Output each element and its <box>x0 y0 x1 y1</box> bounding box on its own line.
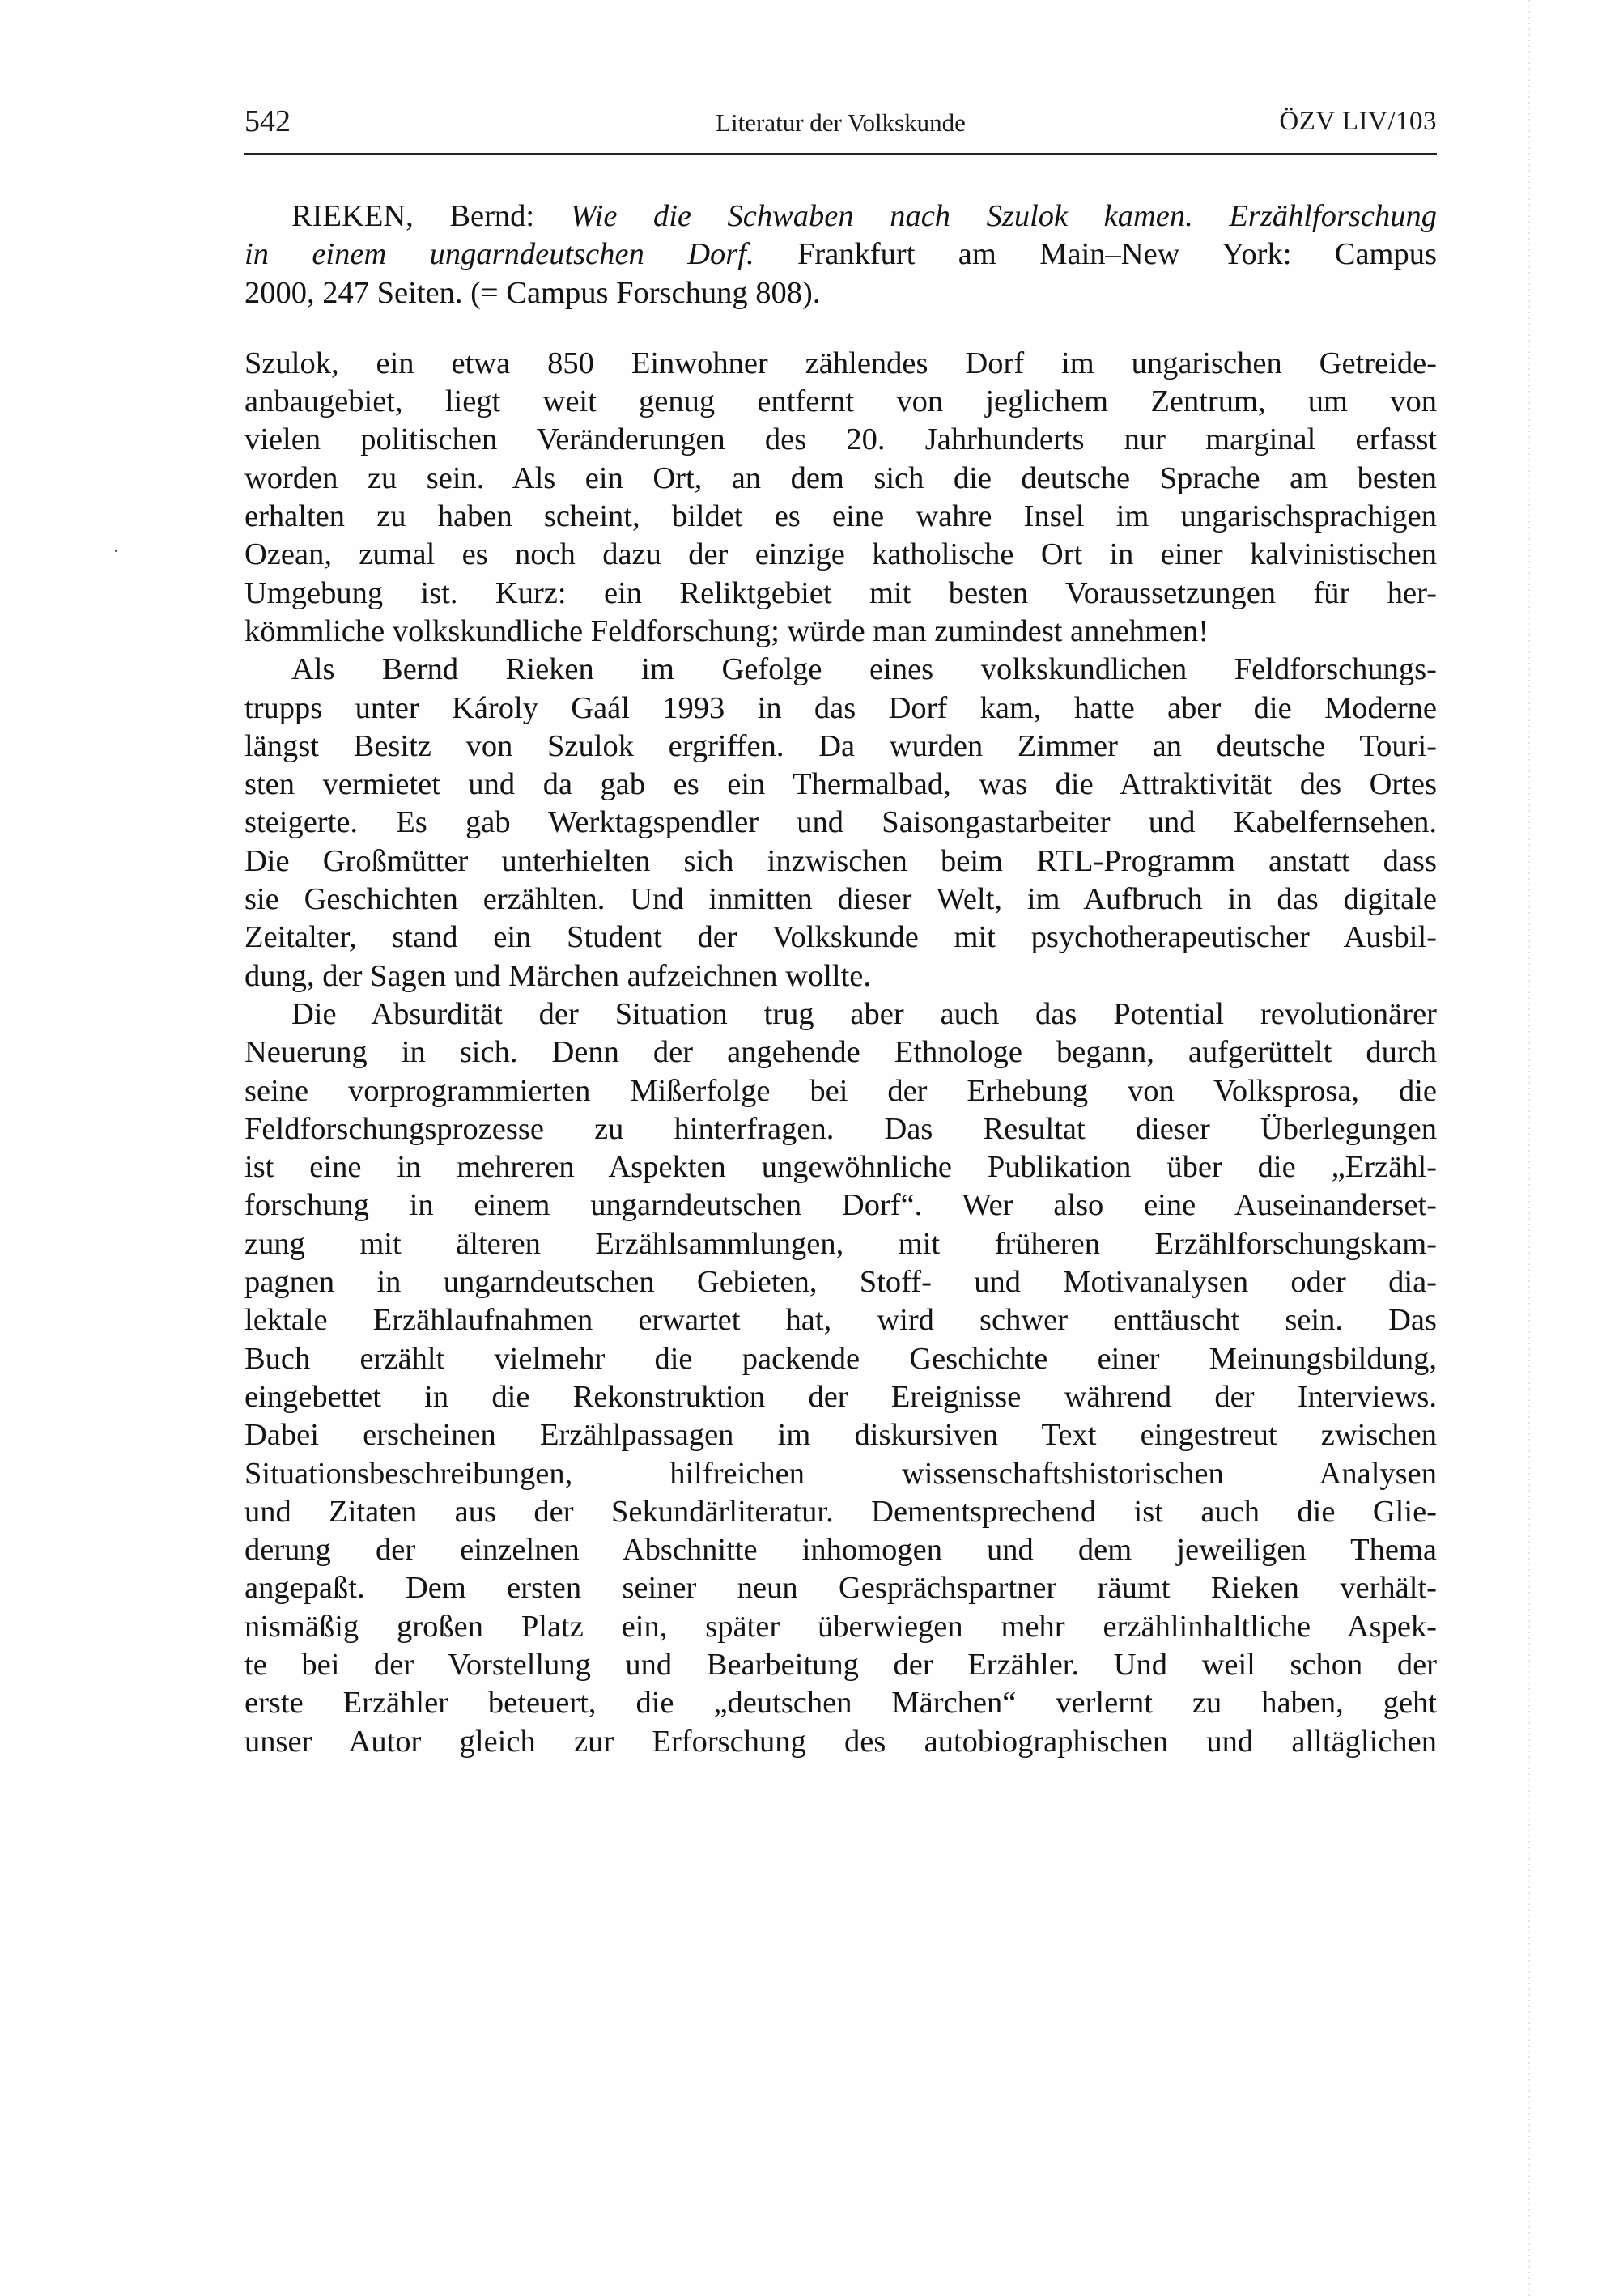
text-line: lektale Erzählaufnahmen erwartet hat, wird schwer enttäuscht sein. Das <box>244 1303 1437 1338</box>
text-line: derung der einzelnen Abschnitte inhomogen und dem jeweiligen Thema <box>244 1533 1437 1568</box>
scan-speck <box>115 550 117 552</box>
text-line: forschung in einem ungarndeutschen Dorf“. Wer also eine Auseinanderset- <box>244 1188 1437 1223</box>
text-line: Situationsbeschreibungen, hilfreichen wissenschaftshistorischen Analysen <box>244 1456 1437 1491</box>
text-line: Ozean, zumal es noch dazu der einzige katholische Ort in einer kalvinistischen <box>244 537 1437 572</box>
citation-publisher: Frankfurt am Main–New York: Campus <box>754 237 1437 272</box>
bibliographic-citation <box>244 197 1437 312</box>
text-line: angepaßt. Dem ersten seiner neun Gesprächspartner räumt Rieken verhält- <box>244 1571 1437 1606</box>
article-body <box>244 197 1437 1761</box>
text-line: sten vermietet und da gab es ein Thermalbad, was die Attraktivität des Ortes <box>244 767 1437 802</box>
text-line: kömmliche volkskundliche Feldforschung; würde man zumindest annehmen! <box>244 613 1209 648</box>
text-line: erste Erzähler beteuert, die „deutschen Märchen“ verlernt zu haben, geht <box>244 1686 1437 1721</box>
page-number: 542 <box>244 104 291 138</box>
text-line: vielen politischen Veränderungen des 20. Jahrhunderts nur marginal erfasst <box>244 422 1437 457</box>
text-line: anbaugebiet, liegt weit genug entfernt von jeglichem Zentrum, um von <box>244 384 1437 419</box>
text-line: Szulok, ein etwa 850 Einwohner zählendes Dorf im ungarischen Getreide- <box>244 346 1437 380</box>
text-line: nismäßig großen Platz ein, später überwiegen mehr erzählinhaltliche Aspek- <box>244 1609 1437 1644</box>
text-line: zung mit älteren Erzählsammlungen, mit früheren Erzählforschungskam- <box>244 1226 1437 1261</box>
text-line: dung, der Sagen und Märchen aufzeichnen wollte. <box>244 958 872 993</box>
text-line: Die Absurdität der Situation trug aber auch das Potential revolutionärer <box>291 996 1437 1031</box>
text-line: Zeitalter, stand ein Student der Volkskunde mit psychotherapeutischer Ausbil- <box>244 920 1437 955</box>
running-title: Literatur der Volkskunde <box>716 108 966 137</box>
text-line: erhalten zu haben scheint, bildet es eine wahre Insel im ungarischsprachigen <box>244 499 1437 534</box>
text-line: unser Autor gleich zur Erforschung des autobiographischen und alltäglichen <box>244 1724 1437 1759</box>
page-header <box>244 104 1437 144</box>
text-line: längst Besitz von Szulok ergriffen. Da wurden Zimmer an deutsche Touri- <box>244 728 1437 763</box>
paragraph <box>244 995 1437 1761</box>
citation-title-cont: in einem ungarndeutschen Dorf. <box>244 237 754 272</box>
header-rule <box>244 153 1437 155</box>
text-line: Feldforschungsprozesse zu hinterfragen. Das Resultat dieser Überlegungen <box>244 1111 1437 1146</box>
citation-line: 2000, 247 Seiten. (= Campus Forschung 808). <box>244 275 821 310</box>
text-line: pagnen in ungarndeutschen Gebieten, Stoff- und Motivanalysen oder dia- <box>244 1265 1437 1300</box>
citation-line <box>244 236 1437 274</box>
citation-title: Wie die Schwaben nach Szulok kamen. Erzählforschung <box>570 199 1437 233</box>
text-line: Umgebung ist. Kurz: ein Reliktgebiet mit besten Voraussetzungen für her- <box>244 575 1437 610</box>
text-line: worden zu sein. Als ein Ort, an dem sich die deutsche Sprache am besten <box>244 460 1437 495</box>
text-line: Neuerung in sich. Denn der angehende Ethnologe begann, aufgerüttelt durch <box>244 1035 1437 1070</box>
text-line: Als Bernd Rieken im Gefolge eines volkskundlichen Feldforschungs- <box>291 652 1437 687</box>
text-line: Dabei erscheinen Erzählpassagen im diskursiven Text eingestreut zwischen <box>244 1418 1437 1453</box>
spacer <box>244 312 1437 345</box>
text-line: sie Geschichten erzählten. Und inmitten dieser Welt, im Aufbruch in das digitale <box>244 882 1437 917</box>
text-line: Buch erzählt vielmehr die packende Geschichte einer Meinungsbildung, <box>244 1341 1437 1376</box>
text-line: te bei der Vorstellung und Bearbeitung der Erzähler. Und weil schon der <box>244 1647 1437 1682</box>
citation-line <box>244 197 1437 236</box>
text-line: und Zitaten aus der Sekundärliteratur. Dementsprechend ist auch die Glie- <box>244 1494 1437 1529</box>
text-line: ist eine in mehreren Aspekten ungewöhnliche Publikation über die „Erzähl- <box>244 1150 1437 1185</box>
text-line: trupps unter Károly Gaál 1993 in das Dorf kam, hatte aber die Moderne <box>244 690 1437 725</box>
citation-author: RIEKEN, Bernd: <box>291 199 535 233</box>
text-line: seine vorprogrammierten Mißerfolge bei der Erhebung von Volksprosa, die <box>244 1073 1437 1108</box>
journal-reference: ÖZV LIV/103 <box>1279 107 1437 136</box>
paragraph <box>244 345 1437 651</box>
paragraph <box>244 651 1437 995</box>
text-line: steigerte. Es gab Werktagspendler und Saisongastarbeiter und Kabelfernsehen. <box>244 805 1437 840</box>
text-line: Die Großmütter unterhielten sich inzwischen beim RTL-Programm anstatt dass <box>244 843 1437 878</box>
text-line: eingebettet in die Rekonstruktion der Ereignisse während der Interviews. <box>244 1379 1437 1414</box>
scan-edge-artifact <box>1528 0 1530 2296</box>
paragraphs <box>244 345 1437 1761</box>
